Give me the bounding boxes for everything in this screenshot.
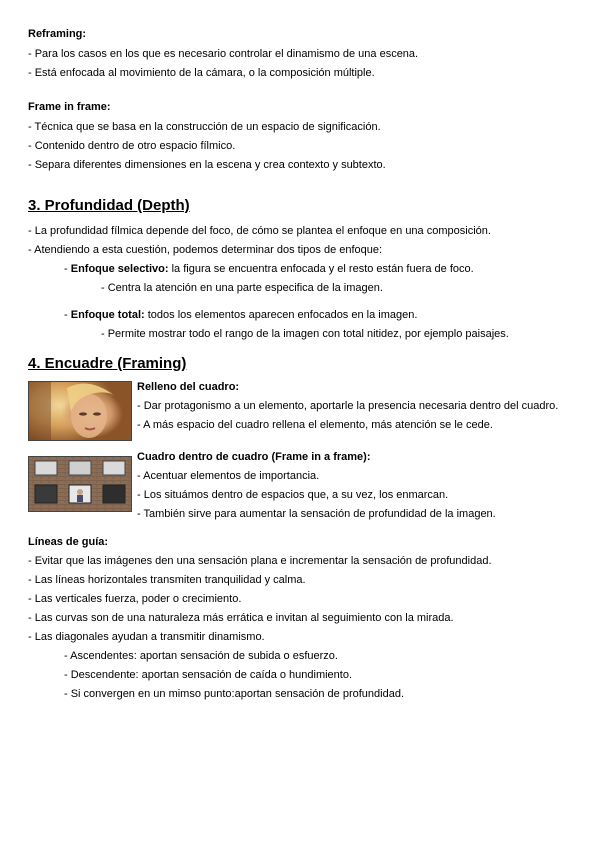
guide-lines-line-2: - Las líneas horizontales transmiten tranquilidad y calma. <box>28 574 306 586</box>
total-focus-text: todos los elementos aparecen enfocados en la imagen. <box>144 309 418 321</box>
guide-lines-sub-1: - Ascendentes: aportan sensación de subida o esfuerzo. <box>64 650 338 662</box>
frame-within-line-2: - Los situámos dentro de espacios que, a su vez, los enmarcan. <box>137 489 449 501</box>
guide-lines-title: Líneas de guía: <box>28 536 109 548</box>
fill-frame-line-1: - Dar protagonismo a un elemento, aportarle la presencia necesaria dentro del cuadro. <box>137 400 559 412</box>
guide-lines-sub-2: - Descendente: aportan sensación de caída o hundimiento. <box>64 669 353 681</box>
frame-in-frame-line-2: - Contenido dentro de otro espacio fílmico. <box>28 140 236 152</box>
total-focus-sub: - Permite mostrar todo el rango de la imagen con total nitidez, por ejemplo paisajes. <box>101 328 509 340</box>
frame-within-line-1: - Acentuar elementos de importancia. <box>137 470 320 482</box>
depth-line-1: - La profundidad fílmica depende del foco, de cómo se plantea el enfoque en una composición. <box>28 225 491 237</box>
depth-line-2: - Atendiendo a esta cuestión, podemos determinar dos tipos de enfoque: <box>28 244 383 256</box>
reframing-line-1: - Para los casos en los que es necesario controlar el dinamismo de una escena. <box>28 48 419 60</box>
guide-lines-line-5: - Las diagonales ayudan a transmitir dinamismo. <box>28 631 265 643</box>
woman-closeup-illustration <box>29 382 131 440</box>
guide-lines-line-3: - Las verticales fuerza, poder o crecimiento. <box>28 593 242 605</box>
woman-closeup-image <box>28 381 132 441</box>
guide-lines-line-1: - Evitar que las imágenes den una sensación plana e incrementar la sensación de profundidad. <box>28 555 492 567</box>
framing-heading: 4. Encuadre (Framing) <box>28 355 187 372</box>
frame-in-frame-title: Frame in frame: <box>28 101 111 113</box>
depth-heading: 3. Profundidad (Depth) <box>28 197 190 214</box>
selective-focus-text: la figura se encuentra enfocada y el resto están fuera de foco. <box>168 263 474 275</box>
selective-focus-line: - Enfoque selectivo: la figura se encuentra enfocada y el resto están fuera de foco. <box>64 263 474 275</box>
total-focus-line: - Enfoque total: todos los elementos aparecen enfocados en la imagen. <box>64 309 418 321</box>
building-windows-illustration <box>29 457 131 511</box>
frame-in-frame-line-1: - Técnica que se basa en la construcción de un espacio de significación. <box>28 121 381 133</box>
reframing-line-2: - Está enfocada al movimiento de la cámara, o la composición múltiple. <box>28 67 375 79</box>
building-windows-image <box>28 456 132 512</box>
selective-focus-label: Enfoque selectivo: <box>70 263 169 275</box>
total-focus-label: Enfoque total: <box>70 309 145 321</box>
selective-focus-sub: - Centra la atención en una parte especifica de la imagen. <box>101 282 383 294</box>
fill-frame-title: Relleno del cuadro: <box>137 381 240 393</box>
frame-within-line-3: - También sirve para aumentar la sensación de profundidad de la imagen. <box>137 508 496 520</box>
fill-frame-line-2: - A más espacio del cuadro rellena el elemento, más atención se le cede. <box>137 419 493 431</box>
frame-in-frame-line-3: - Separa diferentes dimensiones en la escena y crea contexto y subtexto. <box>28 159 386 171</box>
guide-lines-sub-3: - Si convergen en un mimso punto:aportan sensación de profundidad. <box>64 688 404 700</box>
guide-lines-line-4: - Las curvas son de una naturaleza más errática e invitan al seguimiento con la mirada. <box>28 612 454 624</box>
reframing-title: Reframing: <box>28 28 87 40</box>
frame-within-title: Cuadro dentro de cuadro (Frame in a frame): <box>137 451 371 463</box>
